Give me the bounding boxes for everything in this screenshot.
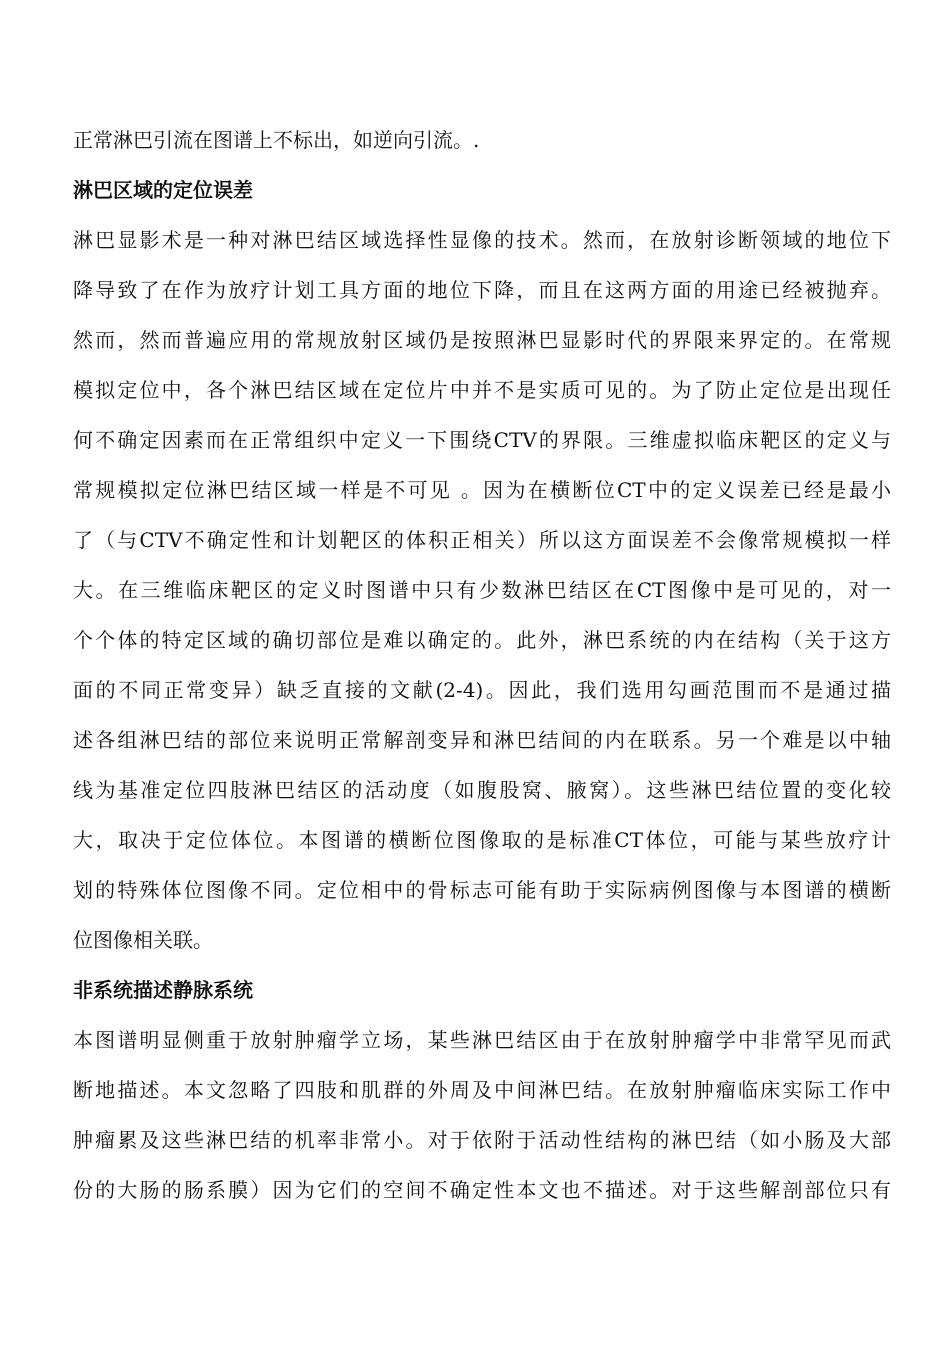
- paragraph-line: 常规模拟定位淋巴结区域一样是不可见 。因为在横断位CT中的定义误差已经是最小: [73, 478, 891, 502]
- paragraph-line: 大，取决于定位体位。本图谱的横断位图像取的是标准CT体位，可能与某些放疗计: [73, 828, 891, 852]
- paragraph-line: 线为基准定位四肢淋巴结区的活动度（如腹股窝、腋窝）。这些淋巴结位置的变化较: [73, 778, 891, 802]
- paragraph-line: 降导致了在作为放疗计划工具方面的地位下降，而且在这两方面的用途已经被抛弃。: [73, 278, 891, 302]
- paragraph-line: 模拟定位中，各个淋巴结区域在定位片中并不是实质可见的。为了防止定位是出现任: [73, 378, 891, 402]
- paragraph-line: 本图谱明显侧重于放射肿瘤学立场，某些淋巴结区由于在放射肿瘤学中非常罕见而武: [73, 1028, 891, 1052]
- paragraph-line: 然而，然而普遍应用的常规放射区域仍是按照淋巴显影时代的界限来界定的。在常规: [73, 328, 891, 352]
- paragraph-line: 淋巴显影术是一种对淋巴结区域选择性显像的技术。然而，在放射诊断领域的地位下: [73, 228, 891, 252]
- paragraph-line: 断地描述。本文忽略了四肢和肌群的外周及中间淋巴结。在放射肿瘤临床实际工作中: [73, 1078, 891, 1102]
- paragraph-line: 了（与CTV不确定性和计划靶区的体积正相关）所以这方面误差不会像常规模拟一样: [73, 528, 891, 552]
- paragraph-line: 份的大肠的肠系膜）因为它们的空间不确定性本文也不描述。对于这些解剖部位只有: [73, 1178, 891, 1202]
- section-body-lymph-localization-error: [73, 215, 891, 965]
- paragraph-line: 述各组淋巴结的部位来说明正常解剖变异和淋巴结间的内在联系。另一个难是以中轴: [73, 728, 891, 752]
- paragraph-line-last: 位图像相关联。: [73, 928, 213, 952]
- section-heading-lymph-localization-error: 淋巴区域的定位误差: [73, 178, 253, 202]
- paragraph-line: 个个体的特定区域的确切部位是难以确定的。此外，淋巴系统的内在结构（关于这方: [73, 628, 891, 652]
- paragraph-line: 大。在三维临床靶区的定义时图谱中只有少数淋巴结区在CT图像中是可见的，对一: [73, 578, 891, 602]
- intro-line: 正常淋巴引流在图谱上不标出，如逆向引流。.: [73, 128, 480, 152]
- paragraph-line: 肿瘤累及这些淋巴结的机率非常小。对于依附于活动性结构的淋巴结（如小肠及大部: [73, 1128, 891, 1152]
- section-heading-venous-system: 非系统描述静脉系统: [73, 978, 253, 1002]
- paragraph-line: 面的不同正常变异）缺乏直接的文献(2-4)。因此，我们选用勾画范围而不是通过描: [73, 678, 891, 702]
- paragraph-line: 划的特殊体位图像不同。定位相中的骨标志可能有助于实际病例图像与本图谱的横断: [73, 878, 891, 902]
- section-body-venous-system: [73, 1015, 891, 1215]
- paragraph-line: 何不确定因素而在正常组织中定义一下围绕CTV的界限。三维虚拟临床靶区的定义与: [73, 428, 891, 452]
- document-page: [73, 115, 891, 1215]
